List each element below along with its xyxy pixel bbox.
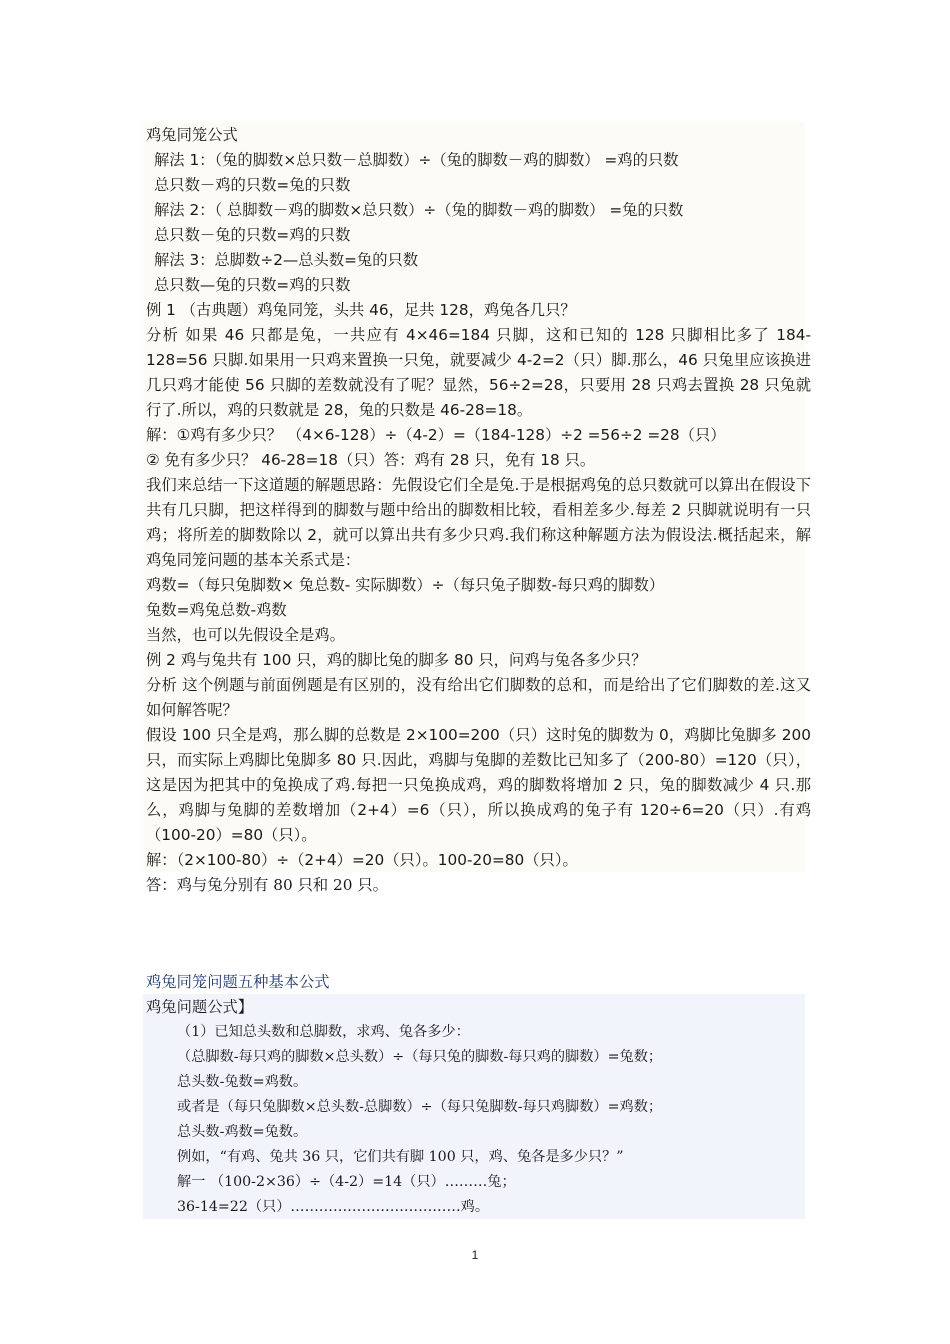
example1-solution-b: ② 免有多少只？ 46-28=18（只）答：鸡有 28 只，免有 18 只。: [146, 451, 596, 469]
solution-chicken: 36-14=22（只）………………………………鸡。: [177, 1199, 490, 1215]
example1-solution-a: 解：①鸡有多少只？ （4×6-128）÷（4-2）=（184-128）÷2 =56÷2 =28（只）: [146, 426, 726, 444]
formula-rabbit-from-total: 总头数-鸡数=兔数。: [177, 1124, 308, 1140]
page-number: 1: [471, 1248, 479, 1262]
note-text: 当然，也可以先假设全是鸡。: [146, 626, 345, 644]
example2-answer: 答：鸡与兔分别有 80 只和 20 只。: [146, 876, 388, 894]
section2-subtitle: 鸡兔问题公式】: [146, 998, 254, 1016]
formula-chicken-count: 或者是（每只兔脚数×总头数-总脚数）÷（每只兔脚数-每只鸡脚数）=鸡数；: [177, 1099, 663, 1115]
summary-paragraph: 我们来总结一下这道题的解题思路：先假设它们全是兔.于是根据鸡兔的总只数就可以算出在假设下共有几只脚，把这样得到的脚数与题中给出的脚数相比较，看相差多少.每差 2 只脚就说明有一只鸡；将所差的脚数除以 2，就可以算出共有多少只鸡.我们称这种解题方法为假设法.概括起来，解鸡兔同笼问题的基本关系式是：: [146, 476, 811, 569]
formula-rabbit-count: （总脚数-每只鸡的脚数×总头数）÷（每只兔的脚数-每只鸡的脚数）=兔数；: [177, 1049, 663, 1065]
example2-analysis: 分析 这个例题与前面例题是有区别的，没有给出它们脚数的总和，而是给出了它们脚数的差.这又如何解答呢？: [146, 676, 811, 719]
formula-chicken-from-total: 总头数-兔数=鸡数。: [177, 1074, 308, 1090]
section-title: 鸡兔同笼公式: [146, 126, 238, 144]
formula-rabbit: 兔数=鸡兔总数-鸡数: [146, 601, 287, 619]
case1-heading: （1）已知总头数和总脚数，求鸡、兔各多少：: [177, 1024, 470, 1040]
formula-chicken: 鸡数=（每只兔脚数× 兔总数- 实际脚数）÷（每只兔子脚数-每只鸡的脚数）: [146, 576, 665, 594]
method3-result: 总只数—兔的只数=鸡的只数: [154, 276, 351, 294]
example2-question: 例 2 鸡与兔共有 100 只，鸡的脚比兔的脚多 80 只，问鸡与兔各多少只？: [146, 651, 647, 669]
example2-assumption: 假设 100 只全是鸡，那么脚的总数是 2×100=200（只）这时兔的脚数为 0，鸡脚比兔脚多 200 只，而实际上鸡脚比兔脚多 80 只.因此，鸡脚与兔脚的差数比已知多了（200-80）=120（只），这是因为把其中的兔换成了鸡.每把一只兔换成鸡，鸡的脚数将增加 2 只，兔的脚数减少 4 只.那么，鸡脚与兔脚的差数增加（2+4）=6（只），所以换成鸡的兔子有 120÷6=20（只）.有鸡（100-20）=80（只）。: [146, 726, 811, 844]
example2-solution: 解：（2×100-80）÷（2+4）=20（只）。100-20=80（只）。: [146, 851, 578, 869]
method1-formula: 解法 1：（兔的脚数×总只数－总脚数）÷（兔的脚数－鸡的脚数） =鸡的只数: [154, 151, 679, 169]
example1-question: 例 1 （古典题）鸡兔同笼，头共 46，足共 128，鸡兔各几只？: [146, 301, 576, 319]
method1-result: 总只数－鸡的只数=兔的只数: [154, 176, 351, 194]
section2-title: 鸡兔同笼问题五种基本公式: [146, 973, 330, 991]
solution-rabbit: 解一 （100-2×36）÷（4-2）=14（只）………兔；: [177, 1174, 516, 1190]
example-question: 例如，“有鸡、兔共 36 只，它们共有脚 100 只，鸡、兔各是多少只？”: [177, 1149, 624, 1165]
example1-analysis: 分析 如果 46 只都是兔，一共应有 4×46=184 只脚，这和已知的 128 只脚相比多了 184-128=56 只脚.如果用一只鸡来置换一只兔，就要减少 4-2=2（只）脚.那么，46 只兔里应该换进几只鸡才能使 56 只脚的差数就没有了呢？显然，56÷2=28，只要用 28 只鸡去置换 28 只兔就行了.所以，鸡的只数就是 28，兔的只数是 46-28=18。: [146, 326, 811, 419]
method2-formula: 解法 2：（ 总脚数－鸡的脚数×总只数）÷（兔的脚数－鸡的脚数） =兔的只数: [154, 201, 684, 219]
method3-formula: 解法 3：总脚数÷2—总头数=兔的只数: [154, 251, 419, 269]
method2-result: 总只数－兔的只数=鸡的只数: [154, 226, 351, 244]
